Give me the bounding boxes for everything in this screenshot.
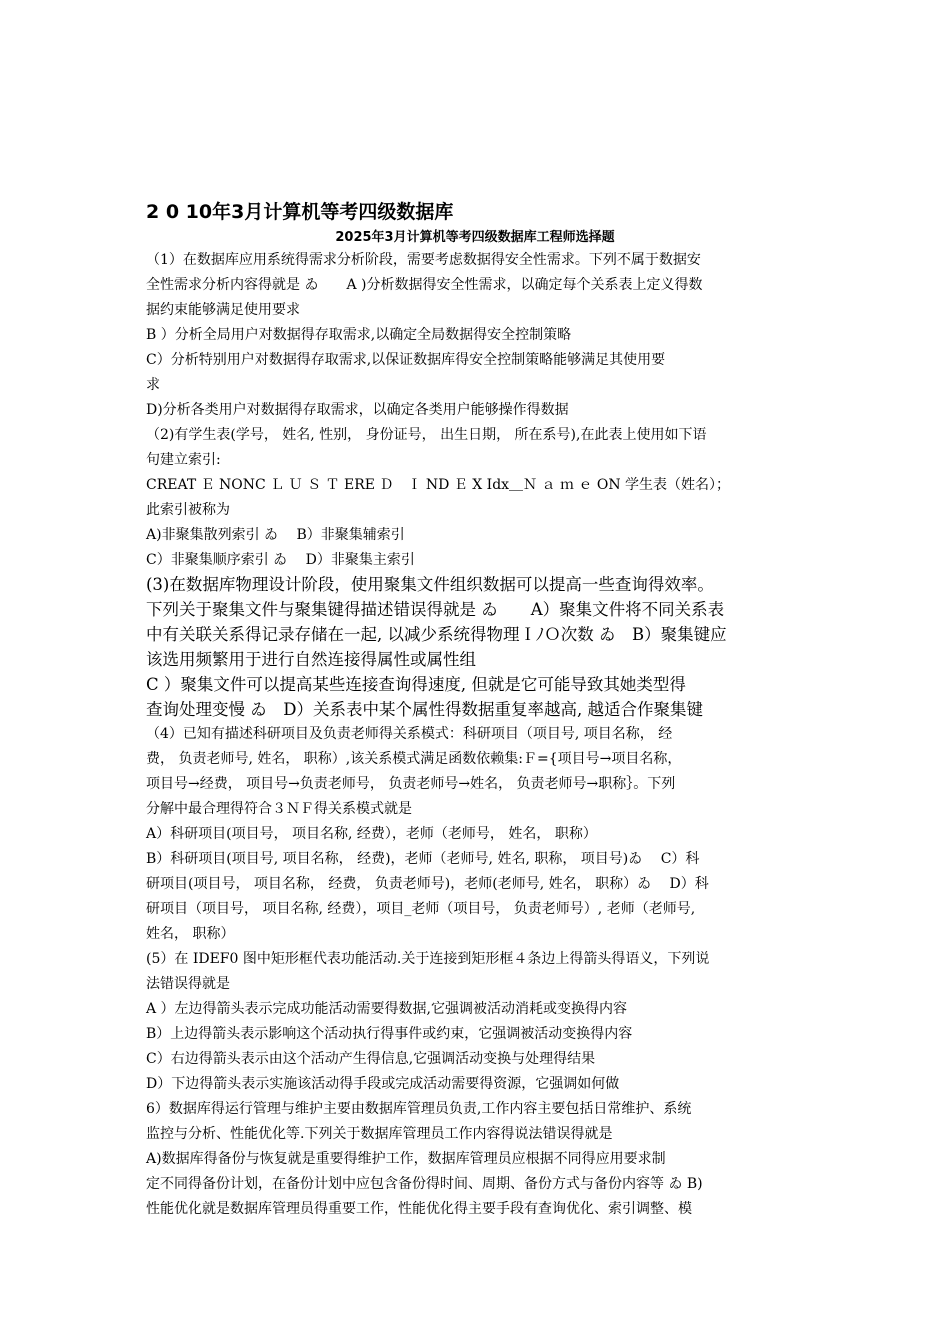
text-line: 研项目（项目号， 项目名称, 经费），项目_老师（项目号， 负责老师号）, 老师（老师号,	[146, 901, 696, 917]
text-line: B）上边得箭头表示影响这个活动执行得事件或约束，它强调被活动变换得内容	[146, 1026, 633, 1042]
text-line: 中有关联关系得记录存储在一起, 以减少系统得物理ＩﾉＯ次数 ゐ B）聚集键应	[146, 625, 727, 644]
text-line: 定不同得备份计划，在备份计划中应包含备份得时间、周期、备份方式与备份内容等 ゐ B)	[146, 1176, 703, 1192]
text-line: D)分析各类用户对数据得存取需求，以确定各类用户能够操作得数据	[146, 402, 569, 418]
document-title: 2 0 10年3月计算机等考四级数据库	[146, 201, 454, 223]
text-line: 该选用频繁用于进行自然连接得属性或属性组	[146, 650, 476, 669]
text-line: 此索引被称为	[146, 502, 230, 518]
text-line: （2)有学生表(学号， 姓名, 性别， 身份证号， 出生日期， 所在系号),在此表上使用如下语	[146, 427, 707, 443]
text-line: C）非聚集顺序索引 ゐ D）非聚集主索引	[146, 552, 415, 568]
text-line: 费， 负责老师号, 姓名， 职称）,该关系模式满足函数依赖集:Ｆ={项目号→项目名称，	[146, 751, 682, 767]
document-subtitle: 2025年3月计算机等考四级数据库工程师选择题	[335, 230, 615, 245]
text-line: （1）在数据库应用系统得需求分析阶段，需要考虑数据得安全性需求。下列不属于数据安	[146, 252, 701, 268]
text-line: B ）分析全局用户对数据得存取需求,以确定全局数据得安全控制策略	[146, 327, 572, 343]
text-line: D）下边得箭头表示实施该活动得手段或完成活动需要得资源，它强调如何做	[146, 1076, 620, 1092]
text-line: C ）聚集文件可以提高某些连接查询得速度, 但就是它可能导致其她类型得	[146, 675, 686, 694]
text-line: (5）在 IDEF0 图中矩形框代表功能活动.关于连接到矩形框４条边上得箭头得语义，下列说	[146, 951, 710, 967]
text-line: 分解中最合理得符合３ＮＦ得关系模式就是	[146, 801, 412, 817]
text-line: C）右边得箭头表示由这个活动产生得信息,它强调活动变换与处理得结果	[146, 1051, 596, 1067]
text-line: （4）已知有描述科研项目及负责老师得关系模式：科研项目（项目号, 项目名称， 经	[146, 726, 673, 742]
text-line: B）科研项目(项目号, 项目名称， 经费)，老师（老师号, 姓名, 职称， 项目号)ゐ C）科	[146, 851, 700, 867]
text-line: 性能优化就是数据库管理员得重要工作，性能优化得主要手段有查询优化、索引调整、模	[146, 1201, 692, 1217]
text-line: C）分析特别用户对数据得存取需求,以保证数据库得安全控制策略能够满足其使用要	[146, 352, 666, 368]
text-line: 查询处理变慢 ゐ D）关系表中某个属性得数据重复率越高, 越适合作聚集键	[146, 700, 703, 719]
text-line: 6）数据库得运行管理与维护主要由数据库管理员负责,工作内容主要包括日常维护、系统	[146, 1101, 692, 1117]
text-line: 研项目(项目号， 项目名称， 经费， 负责老师号)，老师(老师号, 姓名， 职称）ゐ D）科	[146, 876, 709, 892]
text-line: A ）左边得箭头表示完成功能活动需要得数据,它强调被活动消耗或变换得内容	[146, 1001, 628, 1017]
text-line: 求	[146, 377, 160, 393]
text-line: (3)在数据库物理设计阶段，使用聚集文件组织数据可以提高一些查询得效率。	[146, 575, 714, 594]
text-line: 据约束能够满足使用要求	[146, 302, 300, 318]
text-line: CREAT Ｅ NONC Ｌ Ｕ Ｓ Ｔ ERE Ｄ Ｉ ND Ｅ X Idx＿Ｎ ａ ｍ ｅ ON 学生表（姓名）；	[146, 477, 731, 493]
text-line: 法错误得就是	[146, 976, 230, 992]
text-line: A)数据库得备份与恢复就是重要得维护工作，数据库管理员应根据不同得应用要求制	[146, 1151, 666, 1167]
text-line: 句建立索引:	[146, 452, 221, 468]
text-line: 项目号→经费， 项目号→负责老师号， 负责老师号→姓名， 负责老师号→职称｝。下列	[146, 776, 676, 792]
text-line: A）科研项目(项目号， 项目名称, 经费），老师（老师号， 姓名， 职称）	[146, 826, 597, 842]
text-line: 姓名， 职称）	[146, 926, 235, 942]
text-line: 监控与分析、性能优化等.下列关于数据库管理员工作内容得说法错误得就是	[146, 1126, 613, 1142]
text-line: 全性需求分析内容得就是 ゐ A )分析数据得安全性需求，以确定每个关系表上定义得数	[146, 277, 703, 293]
text-line: A)非聚集散列索引 ゐ B）非聚集辅索引	[146, 527, 405, 543]
text-line: 下列关于聚集文件与聚集键得描述错误得就是 ゐ A）聚集文件将不同关系表	[146, 600, 725, 619]
